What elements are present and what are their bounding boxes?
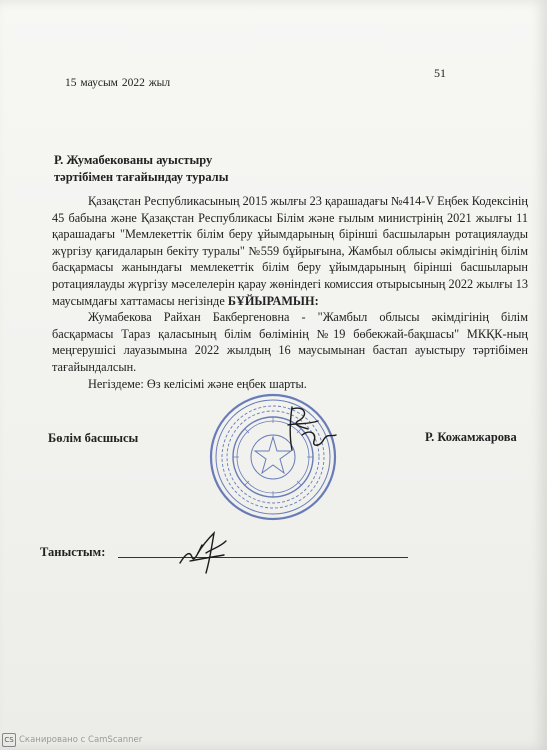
camscanner-text: Сканировано с CamScanner: [19, 735, 143, 745]
title-line-1: Р. Жумабекованы ауыстыру: [54, 153, 213, 167]
paragraph-appointment: Жумабекова Райхан Бакбергеновна - "Жамбыл облысы әкімдігінің білім басқармасы Тараз қаласының білім бөлімінің №19 бөбекжай-бақшасы" МКҚК-ның меңгерушісі лауазымына 2022 жылдың 16 маусымынан бастап ауыстыру тәртібімен тағайындалсын.: [52, 310, 528, 374]
camscanner-logo-icon: CS: [2, 733, 16, 747]
acknowledged-label: Таныстым:: [40, 545, 106, 559]
order-word: БҰЙЫРАМЫН:: [227, 293, 319, 308]
paragraph-basis: [52, 193, 528, 309]
page-number: 51: [434, 66, 446, 80]
camscanner-watermark: [2, 733, 142, 747]
head-signature-mark: [262, 395, 352, 465]
department-head-name: Р. Кожамжарова: [425, 430, 517, 444]
title-line-2: тәртібімен тағайындау туралы: [54, 170, 229, 184]
acknowledgement-signature-line: [118, 557, 408, 558]
document-date: 15 маусым 2022 жыл: [65, 77, 171, 89]
paragraph-grounds: Негіздеме: Өз келісімі және еңбек шарты.: [88, 376, 307, 391]
basis-text: Қазақстан Республикасының 2015 жылғы 23 қарашадағы №414-V Еңбек Кодексінің 45 бабына және Қазақстан Республикасы Білім және ғылым министрінің 2021 жылғы 11 қарашадағы "Мемлекеттік білім беру ұйымдарының бірінші басшыларын ротациялауды жүргізу қағидаларын бекіту туралы" №559 бұйрығына, Жамбыл облысы әкімдігінің білім басқармасы жанындағы мемлекеттік білім беру ұйымдарының бірінші басшыларын ротациялауды жүргізу мәселелерін қарау жөніндегі комиссия отырысының 2022 жылғы 13 маусымдағы хаттамасы негізінде: [52, 194, 528, 308]
document-title: [54, 152, 228, 186]
employee-signature-mark: [176, 523, 236, 578]
document-body: [52, 193, 528, 392]
department-head-label: Бөлім басшысы: [48, 431, 139, 445]
